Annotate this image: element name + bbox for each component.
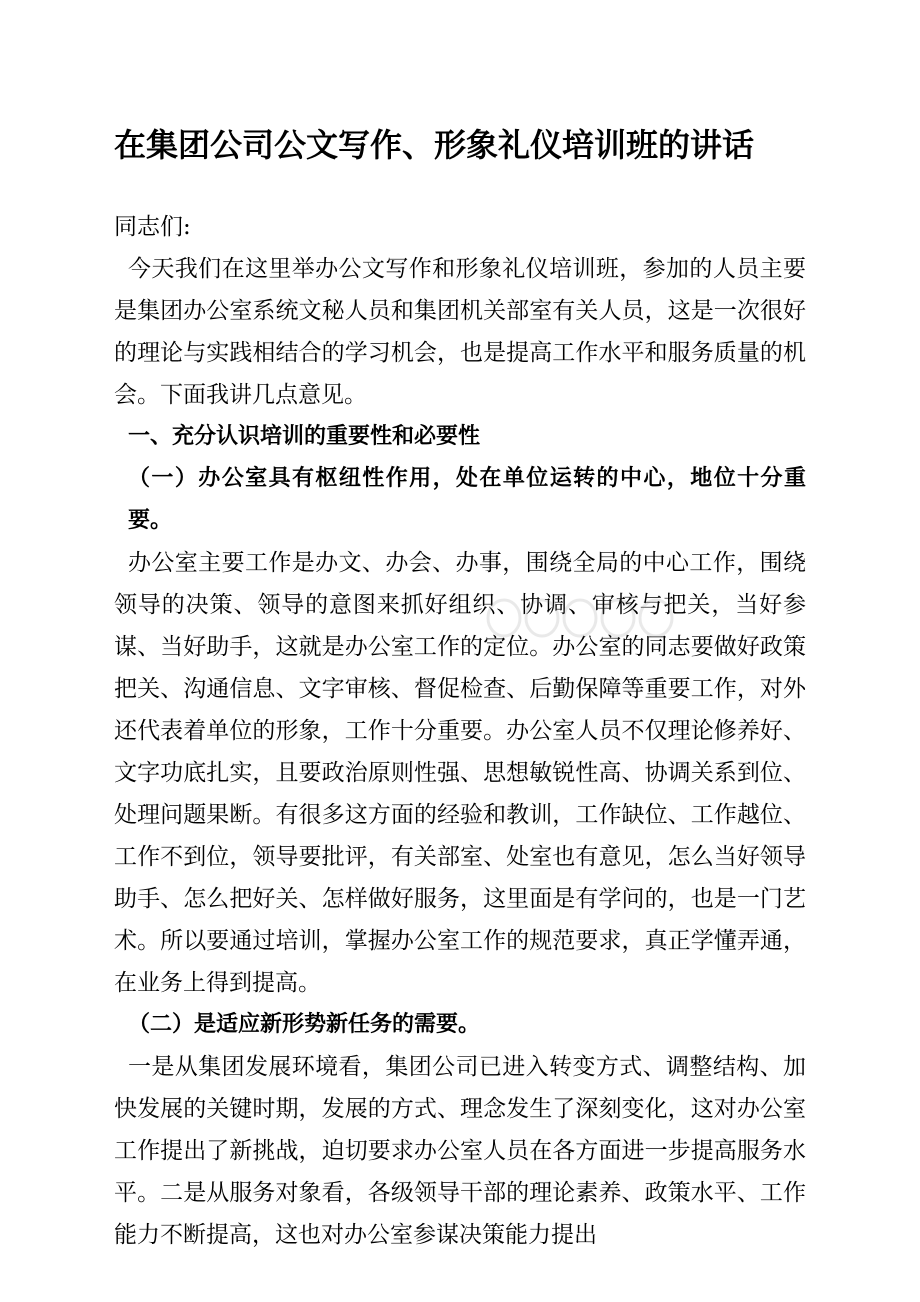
intro-paragraph: 今天我们在这里举办公文写作和形象礼仪培训班，参加的人员主要是集团办公室系统文秘人员和集团机关部室有关人员，这是一次很好的理论与实践相结合的学习机会，也是提高工作水平和服务质量的机会。下面我讲几点意见。	[114, 256, 806, 408]
section-1-heading: 一、充分认识培训的重要性和必要性	[128, 424, 481, 449]
salutation: 同志们:	[114, 214, 191, 240]
document-title: 在集团公司公文写作、形象礼仪培训班的讲话	[114, 126, 755, 164]
subsection-1-body: 办公室主要工作是办文、办会、办事，围绕全局的中心工作，围绕领导的决策、领导的意图来抓好组织、协调、审核与把关，当好参谋、当好助手，这就是办公室工作的定位。办公室的同志要做好政策把关、沟通信息、文字审核、督促检查、后勤保障等重要工作，对外还代表着单位的形象，工作十分重要。办公室人员不仅理论修养好、文字功底扎实，且要政治原则性强、思想敏锐性高、协调关系到位、处理问题果断。有很多这方面的经验和教训，工作缺位、工作越位、工作不到位，领导要批评，有关部室、处室也有意见，怎么当好领导助手、怎么把好关、怎样做好服务，这里面是有学问的，也是一门艺术。所以要通过培训，掌握办公室工作的规范要求，真正学懂弄通，在业务上得到提高。	[114, 550, 806, 996]
subsection-1-heading: （一）办公室具有枢纽性作用，处在单位运转的中心，地位十分重要。	[128, 466, 806, 533]
document-body	[114, 206, 806, 1256]
subsection-2-heading: （二）是适应新形势新任务的需要。	[128, 1012, 481, 1037]
subsection-2-body: 一是从集团发展环境看，集团公司已进入转变方式、调整结构、加快发展的关键时期，发展的方式、理念发生了深刻变化，这对办公室工作提出了新挑战，迫切要求办公室人员在各方面进一步提高服务水平。二是从服务对象看，各级领导干部的理论素养、政策水平、工作能力不断提高，这也对办公室参谋决策能力提出	[114, 1054, 806, 1248]
